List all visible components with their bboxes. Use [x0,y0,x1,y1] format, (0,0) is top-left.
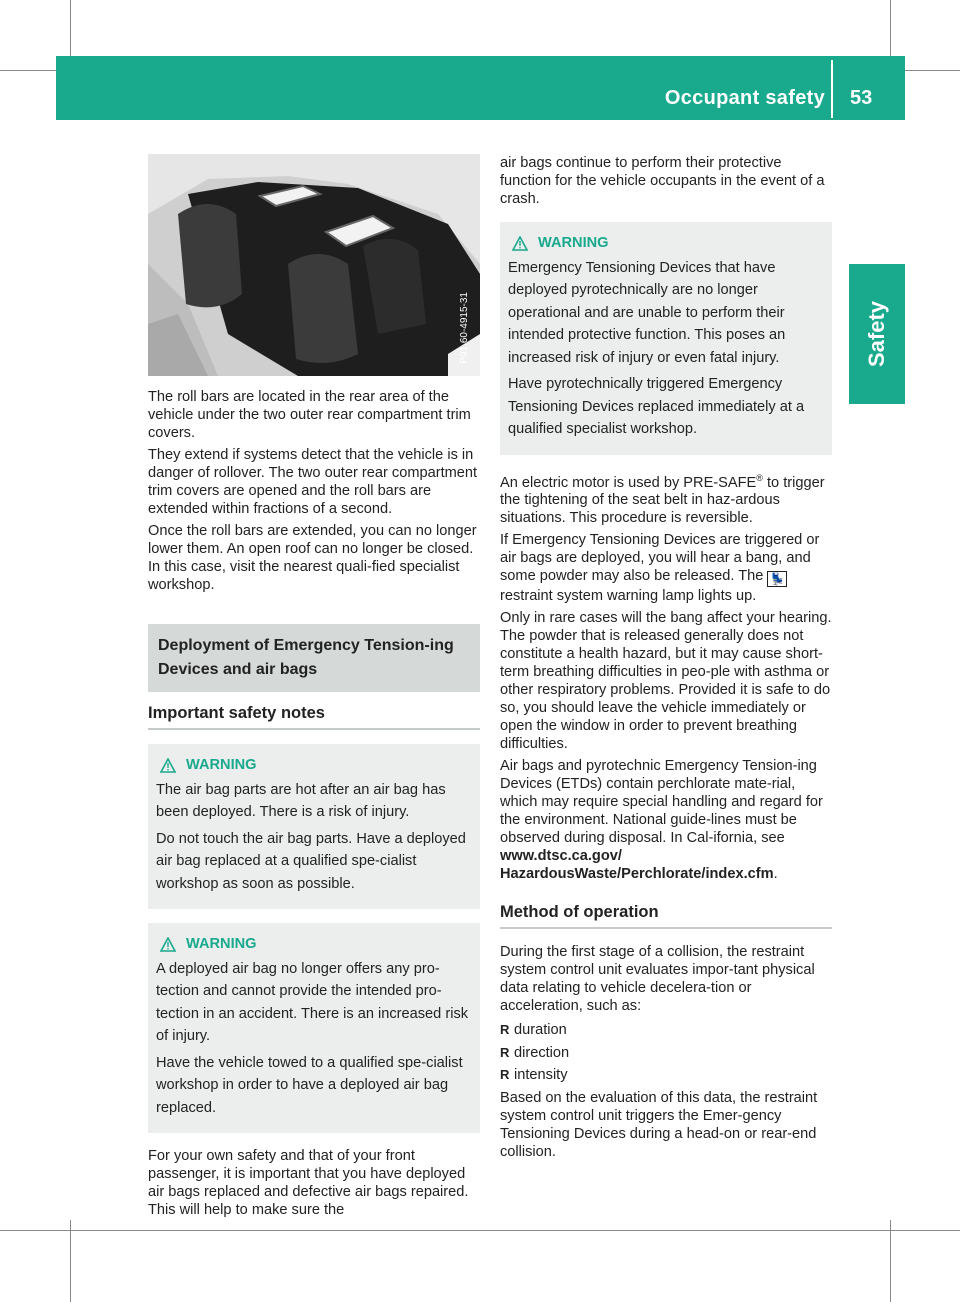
bang-text: If Emergency Tensioning Devices are triggered or air bags are deployed, you will hear a bang, and some powder may also be released. The 💺 restraint system warning lamp lights up. [500,532,820,605]
warning-title [512,232,824,255]
crop-mark [70,1220,71,1302]
list-item: R direction [500,1042,832,1065]
chapter-tab-label: Safety [864,300,889,368]
figure-code: P91.60-4915-31 [459,292,470,364]
warning-text: Have pyrotechnically triggered Emergency Tensioning Devices replaced immediately at a qualified specialist workshop. [508,376,805,437]
warning-text: A deployed air bag no longer offers any pro-tection and cannot provide the intended pro-tection in an accident. There is an increased risk of injury. [156,960,469,1044]
closing-paragraph: For your own safety and that of your front passenger, it is important that you have deployed air bags replaced and defective air bags repaired. This will help to make sure the [148,1148,469,1218]
left-column [148,154,480,1223]
powder-text: Only in rare cases will the bang affect your hearing. The powder that is released generally does not constitute a health hazard, but it may cause short-term breathing difficulties in peo-ple with asthma or other respiratory problems. Provided it is safe to do so, you should leave the vehicle immediately or open the window in order to prevent breathing difficulties. [500,610,832,753]
dtsc-link[interactable]: www.dtsc.ca.gov/ HazardousWaste/Perchlorate/index.cfm [500,848,774,883]
list-item: R duration [500,1019,832,1042]
warning-text: Emergency Tensioning Devices that have deployed pyrotechnically are no longer operational and are unable to perform their intended protective function. This poses an increased risk of injury or even fatal injury. [508,259,786,366]
right-column [500,154,832,1165]
warning-text: Have the vehicle towed to a qualified spe-cialist workshop in order to have a deployed air bag replaced. [156,1054,463,1116]
method-intro: During the first stage of a collision, the restraint system control unit evaluates impor-tant physical data relating to vehicle decelera-tion or acceleration, such as: [500,944,815,1015]
warning-box [148,923,480,1133]
crop-mark [890,1220,891,1302]
convertible-interior-illustration [148,154,480,376]
warning-box [500,222,832,455]
warning-box [148,744,480,909]
warning-title-text: WARNING [186,936,257,952]
criteria-list [500,1019,832,1087]
page-title: Occupant safety [664,87,825,109]
subheading-method: Method of operation [500,891,832,929]
subheading-safety-notes: Important safety notes [148,692,480,730]
list-item: R intensity [500,1064,832,1087]
continuation-text: air bags continue to perform their protective function for the vehicle occupants in the event of a crash. [500,155,825,207]
page-number: 53 [850,87,873,109]
section-heading: Deployment of Emergency Tension-ing Devices and air bags [148,624,480,692]
presafe-text: An electric motor is used by PRE-SAFE® to trigger the tightening of the seat belt in haz-ardous situations. This procedure is reversible. [500,472,825,527]
warning-title-text: WARNING [186,757,257,773]
warning-triangle-icon [160,758,176,773]
registered-mark: ® [756,472,763,483]
roll-bar-figure [148,154,480,376]
warning-title [160,933,472,956]
warning-title-text: WARNING [538,235,609,251]
roll-bar-retract-text: Once the roll bars are extended, you can no longer lower them. An open roof can no longer be closed. In this case, visit the nearest quali-fied specialist workshop. [148,523,477,593]
warning-triangle-icon [512,236,528,251]
restraint-warning-lamp-icon: 💺 [767,571,787,587]
warning-text: Do not touch the air bag parts. Have a deployed air bag replaced at a qualified spe-cialist workshop as soon as possible. [156,830,466,892]
warning-title [160,754,472,777]
chapter-tab [849,264,905,404]
header-divider [831,60,833,118]
method-outro: Based on the evaluation of this data, the restraint system control unit triggers the Emer-gency Tensioning Devices during a head-on or rear-end collision. [500,1089,818,1160]
warning-triangle-icon [160,937,176,952]
warning-text: The air bag parts are hot after an air bag has been deployed. There is a risk of injury. [156,781,446,820]
roll-bar-extend-text: They extend if systems detect that the vehicle is in danger of rollover. The two outer rear compartment trim covers are opened and the roll bars are extended within fractions of a second. [148,447,478,517]
crop-mark [0,1230,960,1231]
perchlorate-text: Air bags and pyrotechnic Emergency Tension-ing Devices (ETDs) contain perchlorate mate-rial, which may require special handling and regard for the environment. National guide-lines must be observed during disposal. In Cal-ifornia, see www.dtsc.ca.gov/ HazardousWaste/Perchlorate/index.cfm. [500,758,823,883]
roll-bar-location-text: The roll bars are located in the rear area of the vehicle under the two outer rear compartment trim covers. [148,389,471,441]
